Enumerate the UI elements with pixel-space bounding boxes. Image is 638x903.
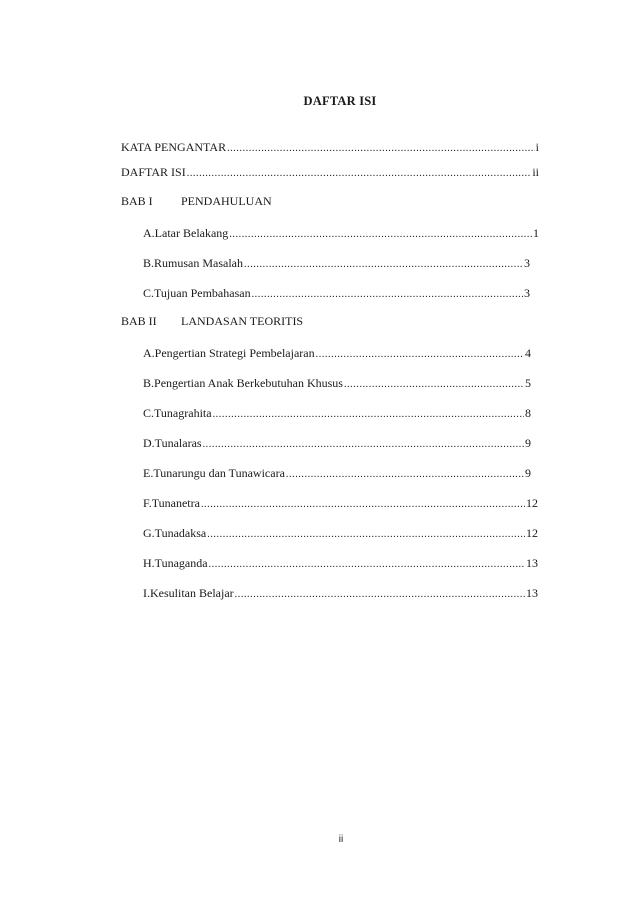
- leader-dots: [227, 141, 535, 157]
- toc-entry-label: Tunanetra: [151, 496, 200, 510]
- section-letter: A.: [143, 226, 155, 240]
- section-letter: D.: [143, 436, 155, 450]
- toc-entry-label: Kesulitan Belajar: [150, 586, 234, 600]
- toc-entry-page: 13: [526, 586, 538, 600]
- toc-entry-kata-pengantar: [121, 139, 539, 155]
- leader-dots: [207, 527, 525, 543]
- leader-dots: [344, 377, 524, 393]
- toc-entry-page: 12: [526, 496, 538, 510]
- toc-entry-label: Tunarungu dan Tunawicara: [153, 466, 285, 480]
- section-letter: G.: [143, 526, 155, 540]
- toc-entry-label: Rumusan Masalah: [154, 256, 244, 270]
- toc-entry-page: 8: [525, 406, 531, 420]
- section-letter: C.: [143, 286, 155, 300]
- section-letter: B.: [143, 376, 155, 390]
- toc-entry-rumusan-masalah: [143, 255, 530, 271]
- toc-entry-label: Tunadaksa: [154, 526, 207, 540]
- toc-entry-tunaganda: [143, 555, 538, 571]
- toc-entry-kesulitan-belajar: [143, 585, 538, 601]
- toc-entry-tunarungu-tunawicara: [143, 465, 531, 481]
- leader-dots: [209, 557, 525, 573]
- toc-entry-tujuan-pembahasan: [143, 285, 530, 301]
- toc-entry-label: Tunaganda: [154, 556, 208, 570]
- chapter-title: LANDASAN TEORITIS: [181, 314, 304, 328]
- chapter-heading-bab-1: [121, 193, 272, 209]
- section-letter: B.: [143, 256, 155, 270]
- toc-entry-tunanetra: [143, 495, 538, 511]
- toc-entry-label: KATA PENGANTAR: [121, 140, 227, 154]
- chapter-number: BAB I: [121, 194, 153, 208]
- section-letter: E.: [143, 466, 154, 480]
- toc-entry-page: 4: [525, 346, 531, 360]
- leader-dots: [187, 166, 532, 182]
- toc-entry-page: 12: [526, 526, 538, 540]
- leader-dots: [316, 347, 524, 363]
- toc-entry-page: 5: [525, 376, 531, 390]
- toc-entry-label: Tujuan Pembahasan: [154, 286, 251, 300]
- toc-entry-page: ii: [532, 165, 539, 179]
- leader-dots: [235, 587, 525, 603]
- toc-entry-tunagrahita: [143, 405, 531, 421]
- toc-entry-tunadaksa: [143, 525, 538, 541]
- toc-entry-page: i: [535, 140, 539, 154]
- toc-entry-page: 13: [526, 556, 538, 570]
- leader-dots: [201, 497, 525, 513]
- toc-entry-page: 9: [525, 436, 531, 450]
- toc-entry-page: 3: [524, 286, 530, 300]
- page-number: ii: [338, 834, 344, 845]
- toc-entry-label: Tunagrahita: [154, 406, 212, 420]
- chapter-number: BAB II: [121, 314, 157, 328]
- section-letter: H.: [143, 556, 155, 570]
- page-title: DAFTAR ISI: [303, 94, 377, 108]
- section-letter: C.: [143, 406, 155, 420]
- toc-entry-label: Pengertian Anak Berkebutuhan Khusus: [154, 376, 343, 390]
- leader-dots: [252, 287, 523, 303]
- toc-entry-label: Pengertian Strategi Pembelajaran: [154, 346, 315, 360]
- section-letter: I.: [143, 586, 150, 600]
- toc-entry-label: Latar Belakang: [154, 226, 229, 240]
- toc-entry-page: 9: [525, 466, 531, 480]
- chapter-heading-bab-2: [121, 313, 303, 329]
- leader-dots: [229, 227, 532, 243]
- toc-entry-anak-berkebutuhan-khusus: [143, 375, 531, 391]
- toc-entry-page: 3: [524, 256, 530, 270]
- toc-entry-daftar-isi: [121, 164, 539, 180]
- leader-dots: [203, 437, 524, 453]
- toc-entry-page: 1: [533, 226, 539, 240]
- leader-dots: [286, 467, 524, 483]
- section-letter: F.: [143, 496, 152, 510]
- leader-dots: [244, 257, 523, 273]
- toc-entry-strategi-pembelajaran: [143, 345, 531, 361]
- leader-dots: [213, 407, 524, 423]
- toc-entry-label: DAFTAR ISI: [121, 165, 186, 179]
- toc-entry-latar-belakang: [143, 225, 539, 241]
- toc-entry-label: Tunalaras: [154, 436, 202, 450]
- chapter-title: PENDAHULUAN: [181, 194, 272, 208]
- section-letter: A.: [143, 346, 155, 360]
- toc-entry-tunalaras: [143, 435, 531, 451]
